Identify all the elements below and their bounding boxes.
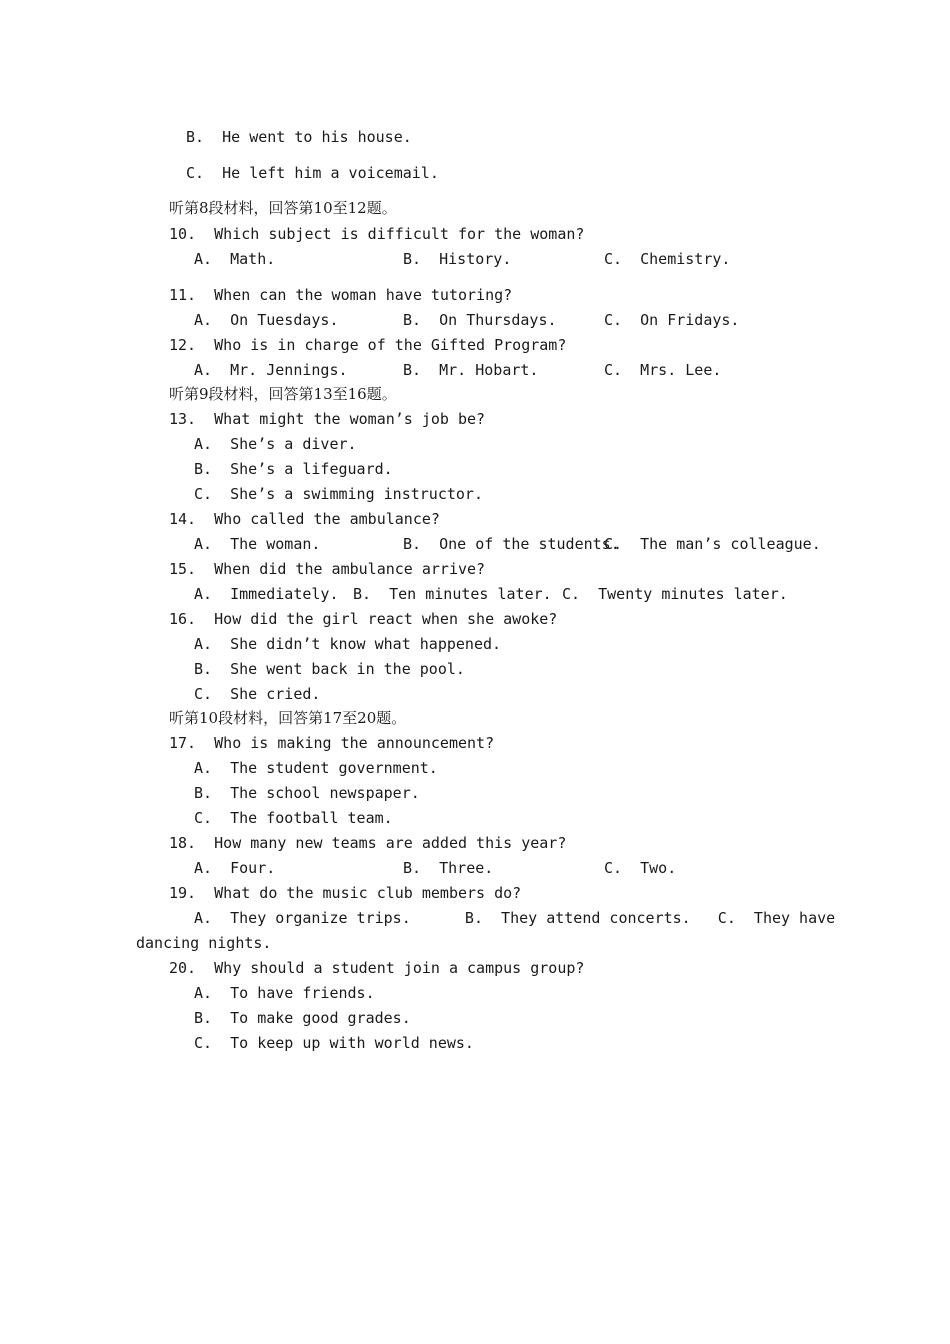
q12-option-c: C. Mrs. Lee. bbox=[604, 361, 722, 379]
q15-option-b: B. Ten minutes later. bbox=[353, 585, 552, 603]
question-18: 18. How many new teams are added this year? bbox=[169, 834, 567, 852]
q14-option-a: A. The woman. bbox=[194, 535, 321, 553]
question-10: 10. Which subject is difficult for the woman? bbox=[169, 225, 585, 243]
q10-option-c: C. Chemistry. bbox=[604, 250, 731, 268]
q12-option-b: B. Mr. Hobart. bbox=[403, 361, 539, 379]
q18-option-c: C. Two. bbox=[604, 859, 677, 877]
q10-option-a: A. Math. bbox=[194, 250, 276, 268]
question-20: 20. Why should a student join a campus group? bbox=[169, 959, 585, 977]
q15-option-a: A. Immediately. bbox=[194, 585, 339, 603]
question-19: 19. What do the music club members do? bbox=[169, 884, 522, 902]
question-13: 13. What might the woman’s job be? bbox=[169, 410, 486, 428]
q12-option-a: A. Mr. Jennings. bbox=[194, 361, 348, 379]
section-heading-10: 听第10段材料，回答第17至20题。 bbox=[169, 709, 407, 727]
section-heading-8: 听第8段材料，回答第10至12题。 bbox=[169, 199, 397, 217]
q20-option-c: C. To keep up with world news. bbox=[194, 1034, 474, 1052]
q11-option-b: B. On Thursdays. bbox=[403, 311, 557, 329]
q11-option-a: A. On Tuesdays. bbox=[194, 311, 339, 329]
q20-option-b: B. To make good grades. bbox=[194, 1009, 411, 1027]
question-17: 17. Who is making the announcement? bbox=[169, 734, 495, 752]
prev-option-b: B. He went to his house. bbox=[186, 128, 412, 146]
q15-option-c: C. Twenty minutes later. bbox=[562, 585, 788, 603]
question-14: 14. Who called the ambulance? bbox=[169, 510, 440, 528]
question-16: 16. How did the girl react when she awoke? bbox=[169, 610, 558, 628]
prev-option-c: C. He left him a voicemail. bbox=[186, 164, 439, 182]
q19-options-wrap: dancing nights. bbox=[136, 934, 272, 952]
section-heading-9: 听第9段材料，回答第13至16题。 bbox=[169, 385, 397, 403]
q18-option-b: B. Three. bbox=[403, 859, 494, 877]
q17-option-c: C. The football team. bbox=[194, 809, 393, 827]
q11-option-c: C. On Fridays. bbox=[604, 311, 740, 329]
q20-option-a: A. To have friends. bbox=[194, 984, 375, 1002]
q16-option-c: C. She cried. bbox=[194, 685, 321, 703]
question-15: 15. When did the ambulance arrive? bbox=[169, 560, 486, 578]
question-12: 12. Who is in charge of the Gifted Program? bbox=[169, 336, 567, 354]
q16-option-a: A. She didn’t know what happened. bbox=[194, 635, 502, 653]
q19-options-line: A. They organize trips. B. They attend concerts. C. They have bbox=[194, 909, 836, 927]
q14-option-b: B. One of the students. bbox=[403, 535, 620, 553]
q13-option-b: B. She’s a lifeguard. bbox=[194, 460, 393, 478]
question-11: 11. When can the woman have tutoring? bbox=[169, 286, 513, 304]
q17-option-a: A. The student government. bbox=[194, 759, 438, 777]
q14-option-c: C. The man’s colleague. bbox=[604, 535, 821, 553]
q13-option-a: A. She’s a diver. bbox=[194, 435, 357, 453]
q17-option-b: B. The school newspaper. bbox=[194, 784, 420, 802]
q10-option-b: B. History. bbox=[403, 250, 512, 268]
q18-option-a: A. Four. bbox=[194, 859, 276, 877]
q16-option-b: B. She went back in the pool. bbox=[194, 660, 465, 678]
q13-option-c: C. She’s a swimming instructor. bbox=[194, 485, 483, 503]
